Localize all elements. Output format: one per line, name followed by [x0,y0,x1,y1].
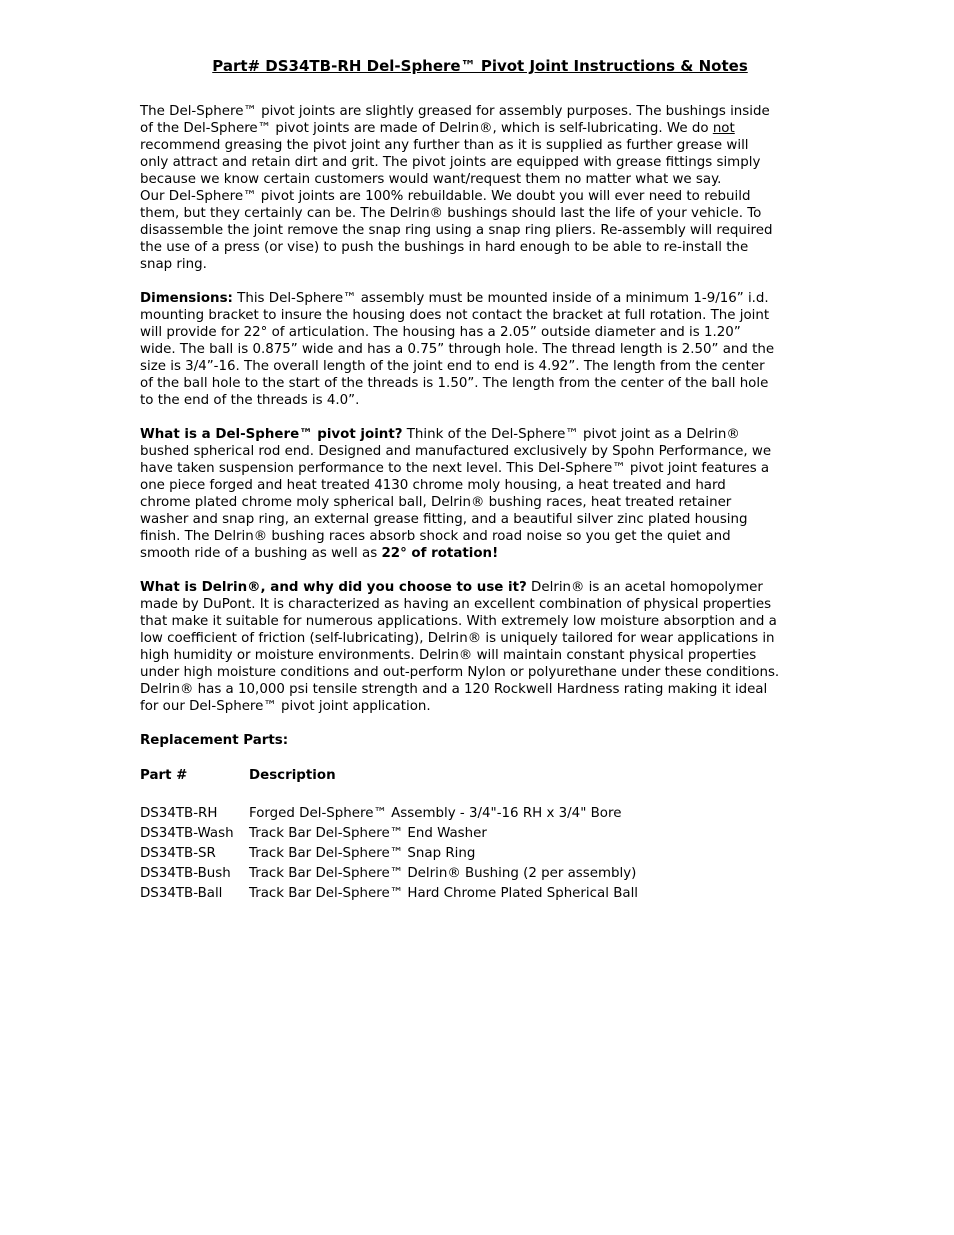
column-header-description: Description [249,768,336,783]
text-line: because we know certain customers would want/request them no matter what we say. [140,172,722,187]
text-line [140,290,820,307]
part-number-cell: DS34TB-Ball [140,886,223,901]
text-line: them, but they certainly can be. The Delrin® bushings should last the life of your vehicle. To [140,206,762,221]
text-line: washer and snap ring, an external grease fitting, and a beautiful silver zinc plated housing [140,512,748,527]
dimensions-heading: Dimensions: [140,291,233,306]
text-line: mounting bracket to insure the housing does not contact the bracket at full rotation. The joint [140,308,770,323]
text-line: recommend greasing the pivot joint any further than as it is supplied as further grease will [140,138,749,153]
text-span: This Del-Sphere™ assembly must be mounted inside of a minimum 1-9/16” i.d. [232,291,769,306]
text-line: high humidity or moisture environments. Delrin® will maintain constant physical properties [140,648,757,663]
text-span: smooth ride of a bushing as well as [140,546,382,561]
text-line [140,545,820,562]
table-row [140,886,638,906]
underlined-not: not [712,121,735,136]
description-cell: Track Bar Del-Sphere™ Snap Ring [249,846,476,861]
text-line: made by DuPont. It is characterized as having an excellent combination of physical properties [140,597,772,612]
text-span: Think of the Del-Sphere™ pivot joint as a Delrin® [402,427,740,442]
replacement-parts-heading: Replacement Parts: [140,733,289,748]
dimensions-paragraph [140,290,820,409]
text-line [140,120,820,137]
part-number-cell: DS34TB-Bush [140,866,231,881]
text-line: for our Del-Sphere™ pivot joint application. [140,699,431,714]
replacement-parts-table [140,768,638,906]
intro-paragraph [140,103,820,273]
text-line: that make it suitable for numerous applications. With extremely low moisture absorption and a [140,614,777,629]
text-line [140,426,820,443]
table-row [140,846,638,866]
description-cell: Track Bar Del-Sphere™ Delrin® Bushing (2 per assembly) [249,866,637,881]
text-line: finish. The Delrin® bushing races absorb shock and road noise so you get the quiet and [140,529,731,544]
table-spacer [140,790,638,806]
text-line: Delrin® has a 10,000 psi tensile strength and a 120 Rockwell Hardness rating making it ideal [140,682,768,697]
text-line: only attract and retain dirt and grit. The pivot joints are equipped with grease fittings simply [140,155,761,170]
delrin-paragraph [140,579,820,715]
document-page [140,56,820,906]
text-line [140,579,820,596]
text-line: size is 3/4”-16. The overall length of the joint end to end is 4.92”. The length from the center [140,359,765,374]
description-cell: Forged Del-Sphere™ Assembly - 3/4"-16 RH x 3/4" Bore [249,806,622,821]
table-row [140,806,638,826]
delrin-heading: What is Delrin®, and why did you choose to use it? [140,580,527,595]
text-line: snap ring. [140,257,207,272]
text-span: of the Del-Sphere™ pivot joints are made of Delrin®, which is self-lubricating. We do [140,121,713,136]
text-line: The Del-Sphere™ pivot joints are slightly greased for assembly purposes. The bushings inside [140,104,770,119]
text-line: the use of a press (or vise) to push the bushings in hard enough to be able to re-install the [140,240,749,255]
column-header-part: Part # [140,768,188,783]
rotation-emphasis: 22° of rotation! [381,546,499,561]
text-line: low coefficient of friction (self-lubricating), Delrin® is uniquely tailored for wear applications in [140,631,775,646]
description-cell: Track Bar Del-Sphere™ Hard Chrome Plated Spherical Ball [249,886,639,901]
description-cell: Track Bar Del-Sphere™ End Washer [249,826,487,841]
text-line: to the end of the threads is 4.0”. [140,393,360,408]
table-row [140,826,638,846]
what-is-paragraph [140,426,820,562]
document-title: Part# DS34TB-RH Del-Sphere™ Pivot Joint Instructions & Notes [212,57,748,75]
text-line: one piece forged and heat treated 4130 chrome moly housing, a heat treated and hard [140,478,726,493]
text-span: Delrin® is an acetal homopolymer [526,580,763,595]
text-line: Our Del-Sphere™ pivot joints are 100% rebuildable. We doubt you will ever need to rebuild [140,189,751,204]
part-number-cell: DS34TB-SR [140,846,216,861]
text-line: will provide for 22° of articulation. The housing has a 2.05” outside diameter and is 1.20” [140,325,741,340]
what-is-heading: What is a Del-Sphere™ pivot joint? [140,427,403,442]
text-line: disassemble the joint remove the snap ring using a snap ring pliers. Re-assembly will required [140,223,773,238]
table-row [140,866,638,886]
text-line: under high moisture conditions and out-perform Nylon or polyurethane under these conditions. [140,665,780,680]
text-line: wide. The ball is 0.875” wide and has a 0.75” through hole. The thread length is 2.50” and the [140,342,775,357]
text-line: have taken suspension performance to the next level. This Del-Sphere™ pivot joint features a [140,461,770,476]
text-line: of the ball hole to the start of the threads is 1.50”. The length from the center of the ball hole [140,376,769,391]
text-line: chrome plated chrome moly spherical ball, Delrin® bushing races, heat treated retainer [140,495,732,510]
part-number-cell: DS34TB-Wash [140,826,234,841]
text-line: bushed spherical rod end. Designed and manufactured exclusively by Spohn Performance, we [140,444,772,459]
part-number-cell: DS34TB-RH [140,806,218,821]
table-header-row [140,768,638,790]
